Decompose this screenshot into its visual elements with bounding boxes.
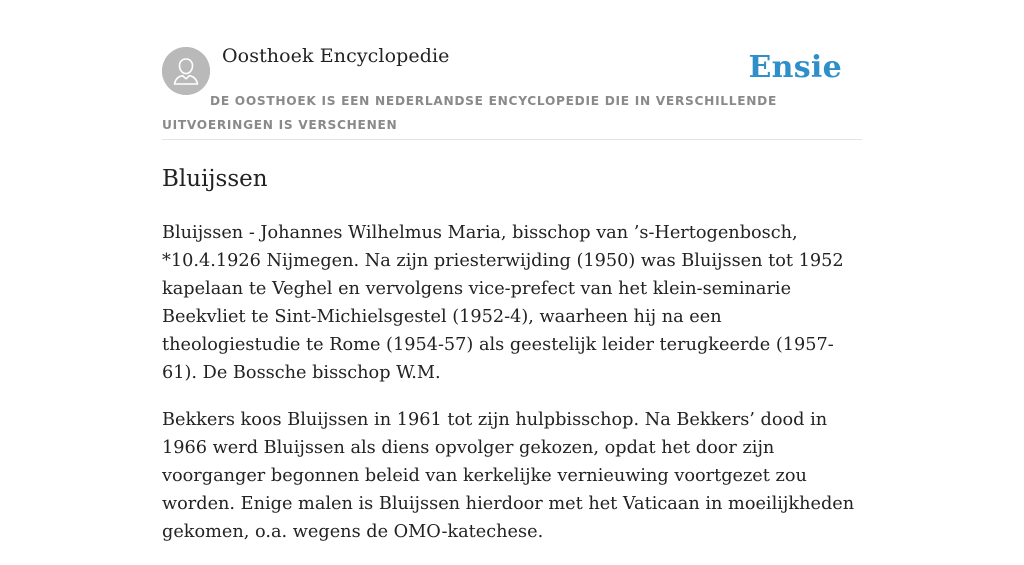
article-paragraph: Bluijssen - Johannes Wilhelmus Maria, bisschop van ’s-Hertogenbosch, *10.4.1926 Nijmegen. Na zijn priesterwijding (1950) was Bluijssen tot 1952 kapelaan te Veghel en vervolgens vice-prefect van het klein-seminarie Beekvliet te Sint-Michielsgestel (1952-4), waarheen hij na een theologiestudie te Rome (1954-57) als geestelijk leider terugkeerde (1957-61). De Bossche bisschop W.M. [162,223,844,383]
source-header [162,0,862,140]
article-paragraph: Bekkers koos Bluijssen in 1961 tot zijn hulpbisschop. Na Bekkers’ dood in 1966 werd Bluijssen als diens opvolger gekozen, opdat het door zijn voorganger begonnen beleid van kerkelijke vernieuwing voortgezet zou worden. Enige malen is Bluijssen hierdoor met het Vaticaan in moeilijkheden gekomen, o.a. wegens de OMO-katechese. [162,410,855,542]
source-name-link[interactable]: Oosthoek Encyclopedie [222,45,450,67]
article-title: Bluijssen [162,166,268,192]
source-description: DE OOSTHOEK IS EEN NEDERLANDSE ENCYCLOPEDIE DIE IN VERSCHILLENDE UITVOERINGEN IS VERSCHENEN [162,94,777,132]
article-body [162,219,862,546]
content-column [162,0,862,565]
brand-logo-link[interactable]: Ensie [748,50,842,85]
user-avatar-icon[interactable] [162,47,210,95]
